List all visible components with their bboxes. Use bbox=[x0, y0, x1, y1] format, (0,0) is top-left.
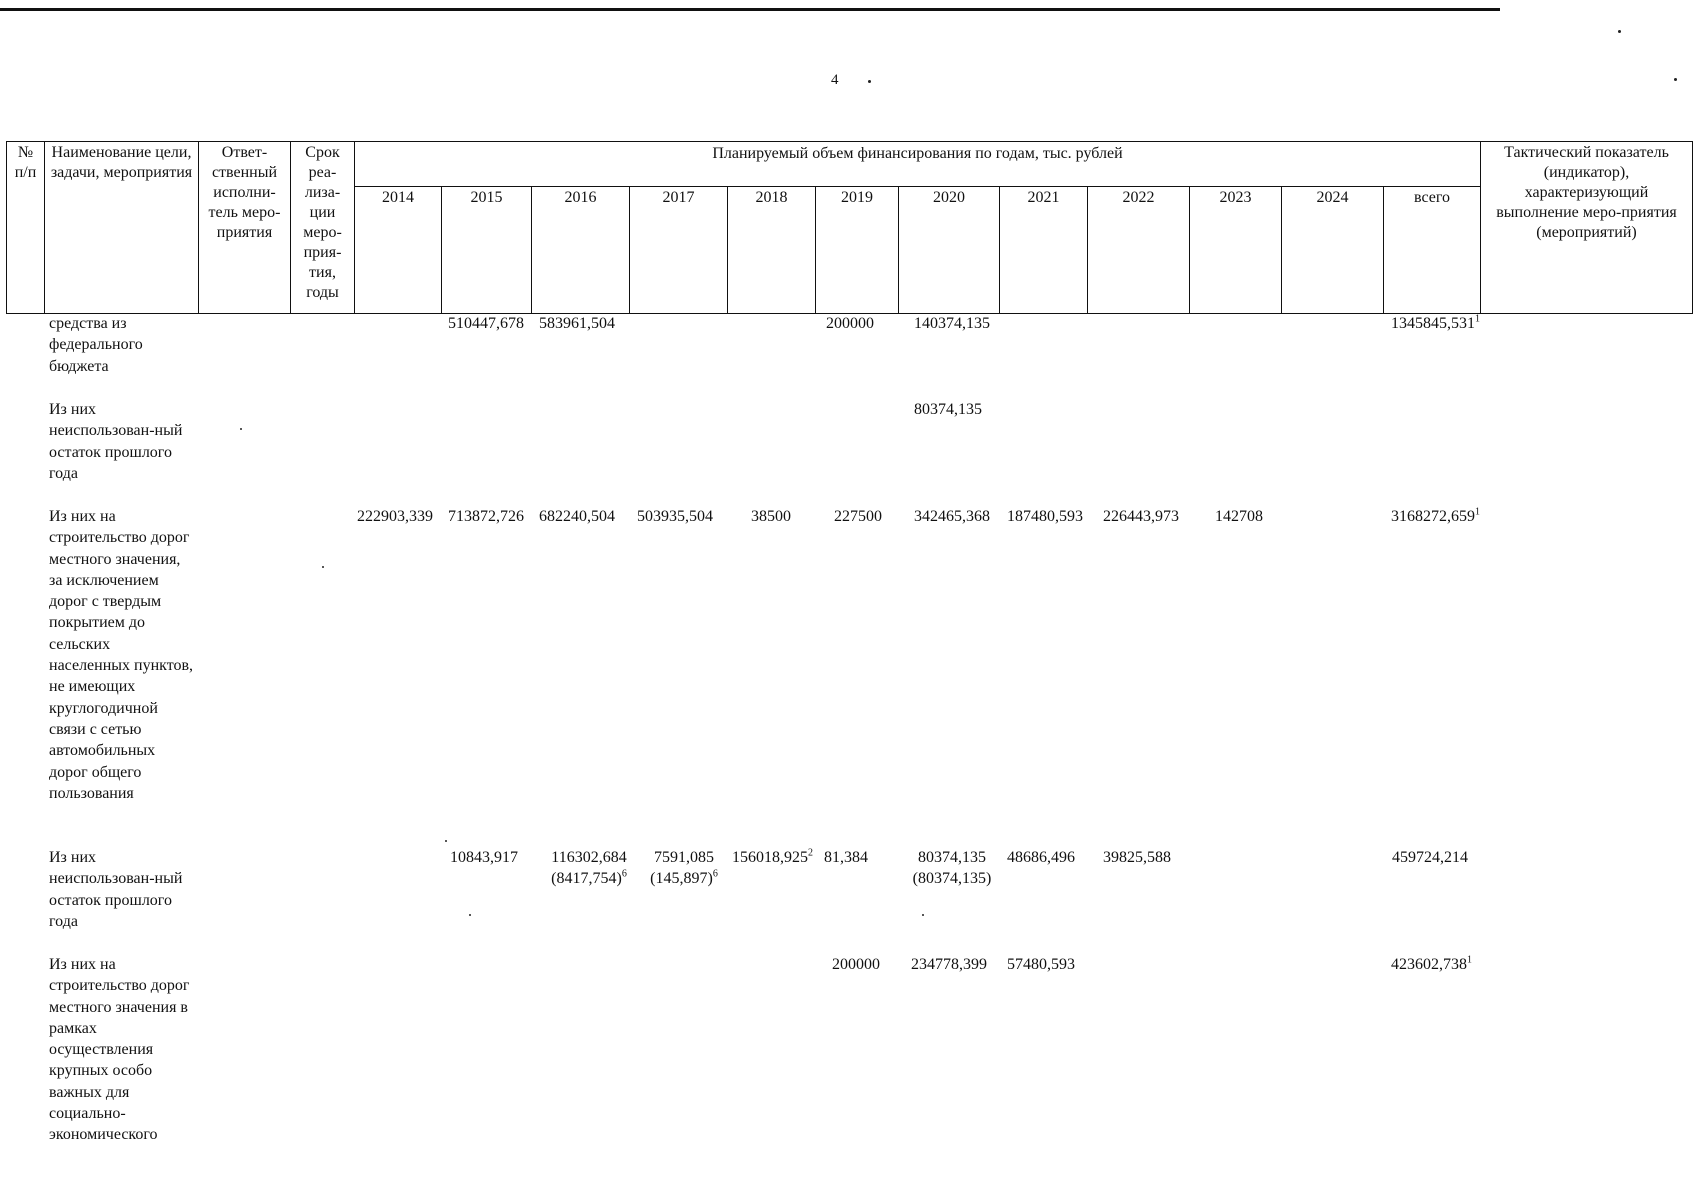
value-cell: 116302,684 $(8417,754)^6$ bbox=[551, 849, 627, 887]
header-year: 2019 bbox=[816, 187, 899, 314]
scan-speck bbox=[1618, 30, 1621, 33]
total-cell: 1345845,531$^1$ bbox=[1391, 313, 1480, 332]
header-planned-financing: Планируемый объем финансирования по годам, тыс. рублей bbox=[355, 142, 1481, 187]
header-term: Срок реа-лиза-ции меро-прия-тия, годы bbox=[291, 142, 355, 314]
row-label: Из них неиспользован-ный остаток прошлого года bbox=[49, 401, 183, 482]
top-border-line bbox=[0, 8, 1500, 11]
value-cell: 38500 bbox=[751, 508, 791, 525]
value-cell: 80374,135 (80374,135) bbox=[912, 849, 992, 887]
header-year: 2020 bbox=[899, 187, 1000, 314]
value-cell: 510447,678 bbox=[448, 315, 524, 332]
value-cell: 234778,399 bbox=[911, 956, 987, 973]
header-year: 2022 bbox=[1088, 187, 1190, 314]
header-responsible: Ответ-ственный исполни-тель меро-приятия bbox=[199, 142, 291, 314]
total-cell: 423602,738$^1$ bbox=[1391, 954, 1472, 973]
header-indicator: Тактический показатель (индикатор), характеризующий выполнение меро-приятия (мероприятий) bbox=[1481, 142, 1693, 314]
value-cell: 227500 bbox=[834, 508, 882, 525]
value-cell: 10843,917 bbox=[450, 849, 518, 866]
header-year: 2023 bbox=[1190, 187, 1282, 314]
value-cell: 682240,504 bbox=[539, 508, 615, 525]
row-label: Из них неиспользован-ный остаток прошлого года bbox=[49, 849, 183, 930]
row-label: Из них на строительство дорог местного значения, за исключением дорог с твердым покрытием до сельских населенных пунктов, не имеющих круглогодичной связи с сетью автомобильных дорог общего пользования bbox=[49, 508, 194, 802]
header-year: 2024 bbox=[1282, 187, 1384, 314]
header-year: 2018 bbox=[728, 187, 816, 314]
total-cell: 459724,214 bbox=[1392, 849, 1468, 866]
header-year: 2016 bbox=[532, 187, 630, 314]
value-cell: 57480,593 bbox=[1007, 956, 1075, 973]
header-year: 2014 bbox=[355, 187, 442, 314]
total-cell: 3168272,659$^1$ bbox=[1391, 506, 1480, 525]
value-cell: 583961,504 bbox=[539, 315, 615, 332]
scan-speck bbox=[240, 428, 242, 430]
value-cell: 222903,339 bbox=[357, 508, 433, 525]
row-label: Из них на строительство дорог местного значения в рамках осуществления крупных особо важных для социально-экономического bbox=[49, 956, 190, 1144]
scan-speck bbox=[469, 914, 471, 916]
row-label: средства из федерального бюджета bbox=[49, 315, 143, 375]
value-cell: 140374,135 bbox=[914, 315, 990, 332]
header-year: 2021 bbox=[1000, 187, 1088, 314]
value-cell: 81,384 bbox=[824, 849, 868, 866]
scan-speck bbox=[322, 566, 324, 568]
scan-speck bbox=[445, 840, 447, 842]
value-cell: 226443,973 bbox=[1103, 508, 1179, 525]
header-num: № п/п bbox=[7, 142, 45, 314]
scan-speck bbox=[868, 80, 871, 83]
value-cell: 39825,588 bbox=[1103, 849, 1171, 866]
value-cell: 200000 bbox=[826, 315, 874, 332]
scan-speck bbox=[1674, 78, 1677, 81]
header-year: 2015 bbox=[442, 187, 532, 314]
value-cell: 80374,135 bbox=[914, 401, 982, 418]
value-cell: 200000 bbox=[832, 956, 880, 973]
header-year-total: всего bbox=[1384, 187, 1481, 314]
scan-speck bbox=[922, 914, 924, 916]
header-year: 2017 bbox=[630, 187, 728, 314]
table-header bbox=[6, 141, 1693, 314]
value-cell: 187480,593 bbox=[1007, 508, 1083, 525]
header-name: Наименование цели, задачи, мероприятия bbox=[45, 142, 199, 314]
value-cell: 503935,504 bbox=[637, 508, 713, 525]
value-cell: 156018,925$^2$ bbox=[732, 847, 813, 866]
value-cell: 48686,496 bbox=[1007, 849, 1075, 866]
page-number: 4 bbox=[831, 72, 839, 88]
value-cell: 342465,368 bbox=[914, 508, 990, 525]
value-cell: 142708 bbox=[1215, 508, 1263, 525]
value-cell: 7591,085 $(145,897)^6$ bbox=[650, 849, 718, 887]
value-cell: 713872,726 bbox=[448, 508, 524, 525]
